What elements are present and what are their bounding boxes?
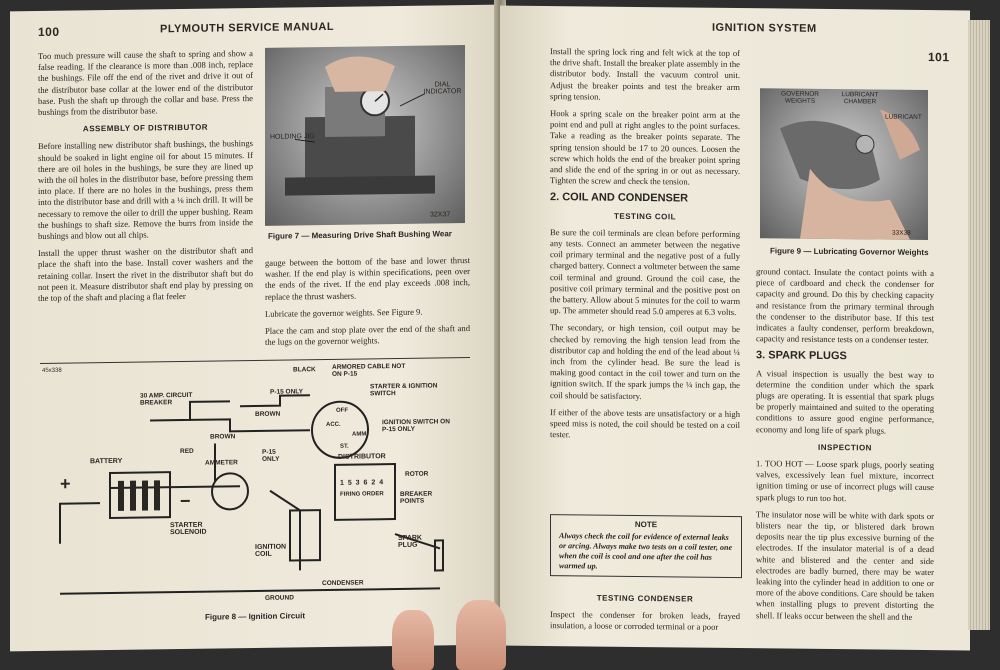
label-governor-weights: GOVERNOR WEIGHTS [781,90,819,105]
label-ammeter: AMMETER [205,459,238,467]
left-thumb [392,610,434,670]
label-st: ST. [340,443,349,450]
ground-contact-paragraph: ground contact. Insulate the contact points with a piece of cardboard and check the condenser for capacity and ground. Do this by checking capacity and resistance from the primary terminal through the condenser to the distributor base. If this test indicates a faulty condenser, perform breakdown, capacity and resistance tests on a condenser tester. [756,266,934,346]
label-dial-indicator: DIAL INDICATOR [423,81,462,96]
label-rotor: ROTOR [405,470,429,478]
spark-plugs-paragraph: A visual inspection is usually the best way to determine the condition under which the spark plugs are operating. It is essential that spark plugs be properly maintained and suited to the operating conditions to assure good engine performance, economy and long life of spark plugs. [756,367,934,436]
label-lubricant: LUBRICANT [885,113,922,121]
assembly-heading: ASSEMBLY OF DISTRIBUTOR [82,122,209,134]
label-ignition-coil: IGNITION COIL [255,543,287,558]
note-box [550,514,742,578]
label-firing-numbers: 1 5 3 6 2 4 [340,479,385,487]
figure-8-caption: Figure 8 — Ignition Circuit [205,611,305,622]
label-off: OFF [336,407,348,414]
left-column-1 [38,48,253,310]
right-thumb [456,600,506,670]
figure-9-caption: Figure 9 — Lubricating Governor Weights [770,246,929,258]
label-red: RED [180,447,194,456]
inspection-heading: INSPECTION [818,442,872,453]
note-title: NOTE [634,519,658,530]
page-number-left: 100 [38,24,60,40]
coil-paragraph-3: If either of the above tests are unsatisfactory or a high speed miss is noted, the coil should be tested on a coil tester. [550,406,740,440]
svg-text:−: − [180,490,191,512]
figure-7-caption: Figure 7 — Measuring Drive Shaft Bushing Wear [268,229,452,241]
end-play-paragraph: gauge between the bottom of the base and lower thrust washer. If the end play is within specifications, peen over the ends of the rivet. If the end play exceeds .008 inch, replace the thrust washers. [265,254,470,302]
page-edges [968,20,990,630]
figure-7-code: 32X37 [430,211,451,219]
label-firing-order: FIRING ORDER [340,491,384,498]
label-brown: BROWN [255,410,281,418]
section-spark-plugs: 3. SPARK PLUGS [756,349,847,363]
label-brown-2: BROWN [210,433,236,441]
governor-weights-illustration [760,88,928,240]
note-text: Always check the coil for evidence of external leaks or arcing. Always make two tests on a coil tester, one when the coil is cool and one after the coil has warmed up. [559,531,733,571]
left-page [10,5,498,652]
label-spark-plug: SPARK PLUG [398,534,422,549]
label-battery: BATTERY [90,457,123,466]
label-ground: GROUND [265,594,294,602]
label-armored-cable: ARMORED CABLE NOT ON P-15 [332,362,406,378]
testing-coil-heading: TESTING COIL [614,211,676,222]
label-p15-only-2: P-15 ONLY [262,448,280,463]
page-header-right: IGNITION SYSTEM [712,21,817,35]
section-coil-condenser: 2. COIL AND CONDENSER [550,191,689,205]
label-p15-only: P-15 ONLY [270,388,303,396]
page-number-right: 101 [928,50,950,65]
label-ignition-switch: IGNITION SWITCH ON P-15 ONLY [382,418,450,434]
figure-9-photo [760,88,928,240]
insulator-paragraph: The insulator nose will be white with dark spots or blisters near the tip, or blistered dark brown deposits near the tip plus excessive burning of the electrodes. If the insulator material is of a dead white and blistered and the center and side electrodes are badly burned, there may be water leaking into the cylinder head in addition to one or more of the above conditions. Care should be taken when installing plugs to prevent distorting the shell. If leaks occur between the shell and the [756,509,934,622]
condenser-paragraph: Inspect the condenser for broken leads, frayed insulation, a loose or corroded terminal or a poor [550,609,740,633]
right-column-1-bottom [550,588,740,640]
label-starter-switch: STARTER & IGNITION SWITCH [370,382,438,398]
svg-text:+: + [60,473,71,494]
label-distributor: DISTRIBUTOR [338,453,386,461]
testing-condenser-heading: TESTING CONDENSER [596,593,694,604]
figure-7-photo [265,45,465,226]
coil-paragraph-2: The secondary, or high tension, coil output may be checked by removing the high tension lead from the distributor cap and holding the end of the lead about ¼ inch from the cylinder head. Be sure the lead is making good contact in the coil tower and turn on the ignition switch. If the spark jumps the ¼ inch gap, the coil should be satisfactory. [550,322,740,401]
right-column-1 [550,46,740,448]
label-amm: AMM. [352,431,368,438]
spring-lock-paragraph: Install the spring lock ring and felt wick at the top of the drive shaft. Install the breaker plate assembly in the distributor body. Install the vacuum control unit. Adjust the breaker points and test the breaker arm spring tension. [550,46,740,102]
label-breaker-points: BREAKER POINTS [400,490,433,505]
right-column-2 [756,266,934,629]
label-black: BLACK [293,366,316,374]
label-acc: ACC. [326,421,341,428]
too-hot-paragraph: 1. TOO HOT — Loose spark plugs, poorly seating valves, excessively lean fuel mixture, incorrect ignition timing or use of incorrect plugs will cause spark plugs to run too hot. [756,458,934,503]
label-circuit-breaker: 30 AMP. CIRCUIT BREAKER [140,391,193,407]
label-condenser: CONDENSER [322,579,364,588]
label-lubricant-chamber: LUBRICANT CHAMBER [841,91,879,106]
page-header-left: PLYMOUTH SERVICE MANUAL [160,20,335,36]
right-page [500,6,970,651]
figure-8-ignition-circuit [40,357,470,612]
figure-9-code: 33X38 [892,229,911,237]
label-holding-jig: HOLDING JIG [270,133,315,141]
figure-8-code: 45x338 [42,367,62,374]
left-column-2 [265,255,470,354]
intro-paragraph: Too much pressure will cause the shaft to spring and show a false reading. If the clearance is more than .008 inch, replace the bushings. File off the end of the rivet and drive it out of the distributor base collar at the lower end of the distributor base. Push the shaft up through the collar and base. Press the bushings from the distributor base. [38,48,253,118]
label-starter-solenoid: STARTER SOLENOID [170,521,207,537]
lubricate-paragraph: Lubricate the governor weights. See Figure 9. [265,306,423,319]
coil-paragraph-1: Be sure the coil terminals are clean before performing any tests. Connect an ammeter between the negative coil primary terminal and the negative post of a fully charged battery. Connect a voltmeter between the same coil terminal and ground. Ground the coil case, the positive coil primary terminal and the positive post on the battery. Allow about 5 minutes for the coil to warm up. The ammeter should read 5.0 amperes at 6.3 volts. [550,226,740,318]
assembly-paragraph-2: Install the upper thrust washer on the distributor shaft and place the shaft into the base. Install cover washers and the retaining collar. Insert the rivet in the distributor shaft but do not peen it. Measure distributor shaft end play by pressing on the top of the shaft and placing a flat feeler [38,245,253,304]
spring-scale-paragraph: Hook a spring scale on the breaker point arm at the point end and pull at right angles to the point surfaces. Take a reading as the breaker points separate. The spring tension should be 17 to 20 ounces. Loosen the screw which holds the end of the breaker point spring and slide the end of the spring in or out as necessary. Tighten the screw and check the tension. [550,108,740,187]
cam-paragraph: Place the cam and stop plate over the end of the shaft and the lugs on the governor weights. [265,322,470,348]
assembly-paragraph-1: Before installing new distributor shaft bushings, the bushings should be soaked in light engine oil for about 15 minutes. If there are oil holes in the bushings, be sure they are lined up with the oil holes in the distributor base, before pressing them into place. If there are no holes in the bushings, press them into the distributor base and drill with a ⅛ inch drill. It will be necessary to remove the oiler to drill the upper bushing. Ream the bushings to shaft size. Remove the burrs from inside the bushings and blow out all chips. [38,138,253,242]
